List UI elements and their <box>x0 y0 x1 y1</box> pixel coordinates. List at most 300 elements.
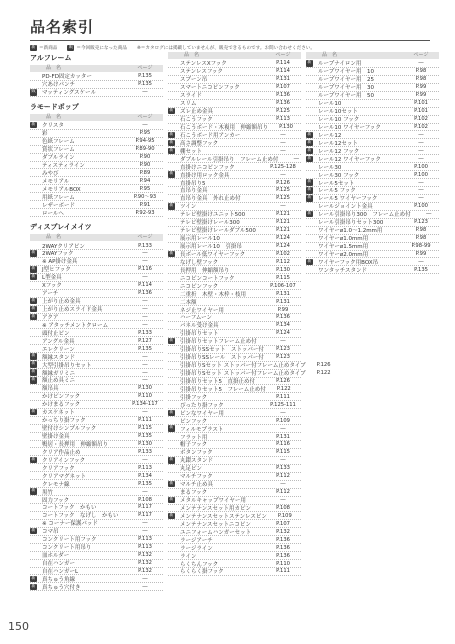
index-columns <box>30 52 440 591</box>
item-name: 展示用レール10 <box>180 236 220 243</box>
item-page: P.111 <box>276 393 290 400</box>
new-badge-icon: 新 <box>31 250 36 256</box>
item-page: P.94-95 <box>135 138 155 145</box>
item-page: P.125-128 <box>270 163 296 170</box>
item-name: 自在ハンガー <box>42 561 76 568</box>
badge-slot <box>306 156 318 162</box>
item-name: 自在ハンガーL <box>42 568 79 575</box>
badge-slot <box>30 250 42 256</box>
item-page: P.98 <box>415 68 427 75</box>
item-page: P.109 <box>276 417 290 424</box>
item-page: ― <box>418 155 424 162</box>
item-page: P.131 <box>276 298 290 305</box>
index-row <box>306 266 439 274</box>
new-badge-icon: 新 <box>169 147 174 153</box>
badge-slot <box>306 179 318 185</box>
badge-slot <box>168 251 180 257</box>
badge-slot <box>168 425 180 431</box>
item-name: 固力フック <box>42 497 70 504</box>
new-badge-icon: 新 <box>169 139 174 145</box>
badge-slot <box>168 140 180 146</box>
item-name: 長ボール低ワイヤーフック <box>180 251 246 258</box>
item-name: 引掛吊りSSレール ストッパー付 <box>180 355 264 362</box>
badge-slot <box>30 353 42 359</box>
item-name: メタルキャップワイヤー用 <box>180 498 246 505</box>
item-name: コートフック かもい <box>42 505 97 512</box>
item-page: P.99 <box>415 84 427 91</box>
badge-slot <box>30 298 42 304</box>
new-badge-icon: 新 <box>169 131 174 137</box>
new-badge-icon: 新 <box>31 369 36 375</box>
item-page: P.133 <box>138 242 152 249</box>
item-page: P.133 <box>276 465 290 472</box>
item-page: P.133 <box>138 448 152 455</box>
item-page: P.101 <box>414 108 428 115</box>
new-badge-icon: 新 <box>169 457 174 463</box>
item-name: アクア <box>42 314 59 321</box>
new-badge-icon: 新 <box>31 122 36 128</box>
new-badge-icon: 新 <box>31 377 36 383</box>
item-name: ズレ止め金具 <box>180 109 214 116</box>
header-page: ページ <box>137 113 153 120</box>
section-gap <box>30 97 163 101</box>
new-badge-icon: 新 <box>307 147 312 153</box>
item-name: スリム <box>180 101 197 108</box>
item-name: 二本額 <box>180 299 197 306</box>
new-badge-icon: 新 <box>307 131 312 137</box>
item-name: レール5セット <box>318 180 355 187</box>
new-badge-icon: 新 <box>169 203 174 209</box>
item-name: スマートニコピンフック <box>180 85 240 92</box>
new-badge-icon: 新 <box>307 187 312 193</box>
item-name: ロールヘ <box>42 210 64 217</box>
item-name: スプーン吊 <box>180 77 208 84</box>
item-name: クリアインフック <box>42 457 86 464</box>
item-page: ― <box>142 409 148 416</box>
item-page: P.108 <box>138 496 152 503</box>
item-page: P.121 <box>276 219 290 226</box>
table-header <box>168 52 301 59</box>
item-name: コマ吊 <box>42 529 59 536</box>
badge-slot <box>306 140 318 146</box>
item-page: P.126 <box>276 179 290 186</box>
item-page: P.134 <box>276 322 290 329</box>
new-badge-icon: 新 <box>169 496 174 502</box>
header-name: 品 名 <box>184 52 200 58</box>
item-page: P.110 <box>276 560 290 567</box>
badge-slot <box>30 89 42 95</box>
item-page: P.136 <box>276 536 290 543</box>
item-page: P.113 <box>138 464 152 471</box>
table-header <box>306 52 439 59</box>
item-page: P.99 <box>415 92 427 99</box>
item-name: ループワイヤー用 10 <box>318 69 375 76</box>
item-name: 引掛吊りセットフレーム止め付 <box>180 339 257 346</box>
index-row <box>30 209 163 217</box>
page-header <box>30 16 430 51</box>
item-page: P.122 <box>316 370 331 377</box>
item-page: P.136 <box>276 552 290 559</box>
item-name: ラージアーチ <box>180 537 213 544</box>
item-name: 引掛吊りセット5 直掛止め付 <box>180 378 256 385</box>
new-badge-icon: 新 <box>169 480 174 486</box>
badge-slot <box>30 488 42 494</box>
badge-slot <box>30 361 42 367</box>
item-page: P.135 <box>138 345 152 352</box>
item-name: ステンレスフック <box>180 69 223 76</box>
item-page: ― <box>280 147 286 154</box>
item-page: ― <box>142 377 148 384</box>
item-name: レール12 ワイヤーフック <box>318 156 381 163</box>
new-badge-icon: 新 <box>169 425 174 431</box>
new-badge-icon: 新 <box>31 456 36 462</box>
item-name: スライド <box>180 93 202 100</box>
index-row <box>30 583 163 591</box>
item-name: ニコピンコートフック <box>180 275 235 282</box>
item-name: 賞状フレーム <box>42 147 75 154</box>
badge-slot <box>30 409 42 415</box>
item-page: ― <box>142 528 148 535</box>
item-page: P.135 <box>138 81 152 88</box>
legend-sale-text: ＝今回販売になった商品 <box>76 46 127 52</box>
item-page: P.136 <box>276 92 290 99</box>
item-page: ― <box>142 369 148 376</box>
item-name: ※ アタッチメントクローム <box>42 322 109 329</box>
item-page: P.132 <box>276 528 290 535</box>
item-name: みやび <box>42 170 59 177</box>
item-page: P.115 <box>138 425 152 432</box>
item-page: ― <box>142 353 148 360</box>
item-page: P.102 <box>276 250 290 257</box>
item-name: レール10 <box>318 101 342 108</box>
item-page: ― <box>280 338 286 345</box>
item-name: ループワイヤー用 25 <box>318 77 375 84</box>
item-page: P.125-111 <box>270 401 296 408</box>
item-name: ループワイヤー用 30 <box>318 85 375 92</box>
item-page: ― <box>418 258 424 265</box>
table-header <box>30 114 163 121</box>
item-name: テレビ壁掛けユニット500 <box>180 212 246 219</box>
item-page: P.116 <box>276 441 290 448</box>
item-name: エレクリーン <box>42 346 75 353</box>
item-page: ― <box>280 131 286 138</box>
item-name: ※ コーナー保護パッド <box>42 521 98 528</box>
item-name: アングル金具 <box>42 338 75 345</box>
item-page: P.122 <box>276 385 291 392</box>
badge-slot <box>30 266 42 272</box>
item-page: P.121 <box>276 211 290 218</box>
item-page: P.117 <box>138 512 152 519</box>
item-name: クリスタ <box>42 123 64 130</box>
item-name: 石こうフック <box>180 117 213 124</box>
item-page: P.106-107 <box>270 282 296 289</box>
item-name: ボタンフック <box>180 450 213 457</box>
item-page: P.99 <box>415 250 427 257</box>
item-name: かっちり掛フック <box>42 418 86 425</box>
badge-slot <box>30 306 42 312</box>
item-page: P.135 <box>138 73 152 80</box>
badge-slot <box>168 148 180 154</box>
item-name: ワイヤーø1.0mm用 <box>318 236 369 243</box>
item-name: 直吊り金具 <box>180 188 208 195</box>
table-header <box>30 234 163 241</box>
item-name: レール12セット <box>318 140 358 147</box>
item-name: 上がり止めスライド金具 <box>42 307 103 314</box>
item-page: P.132 <box>138 560 152 567</box>
item-name: 額吊具 <box>42 386 59 393</box>
item-page: ― <box>142 122 148 129</box>
item-page: ― <box>426 211 432 218</box>
item-page: P.115 <box>276 449 290 456</box>
item-page: P.114 <box>276 68 290 75</box>
badge-slot <box>30 584 42 590</box>
item-name: 直掛けニコピンフック <box>180 164 235 171</box>
item-page: ― <box>142 313 148 320</box>
new-badge-icon: 新 <box>31 305 36 311</box>
item-page: P.95 <box>139 130 151 137</box>
item-page: P.109 <box>277 512 292 519</box>
item-name: ピンなワイヤー用 <box>180 410 224 417</box>
item-page: P.108 <box>276 504 290 511</box>
item-page: ― <box>142 321 148 328</box>
header-name: 品 名 <box>46 65 62 71</box>
item-name: 額縁スタンド <box>42 354 76 361</box>
new-badge-icon: 新 <box>31 575 36 581</box>
item-page: P.132 <box>138 552 152 559</box>
item-name: 引掛吊りセット <box>180 331 219 338</box>
item-page: P.99 <box>277 306 289 313</box>
badge-slot <box>168 338 180 344</box>
item-name: 引掛フック <box>180 394 208 401</box>
item-name: J型ヒフック <box>42 267 71 274</box>
header-page: ページ <box>137 65 153 71</box>
item-name: クリアフック <box>42 465 75 472</box>
item-page: P.102 <box>414 123 428 130</box>
item-page: P.116 <box>138 266 152 273</box>
new-badge-icon: 新 <box>31 488 36 494</box>
new-badge-icon: 新 <box>307 258 312 264</box>
item-name: ワイヤーフック用BOX吊 <box>318 259 379 266</box>
item-page: P.100 <box>414 203 428 210</box>
item-name: 壁付けシンプルフック <box>42 426 97 433</box>
legend-sale <box>67 45 127 51</box>
item-name: ツイン <box>180 204 197 211</box>
item-page: P.124 <box>276 235 290 242</box>
item-name: コートフック なげし かもい <box>42 513 119 520</box>
item-name: 上がり止め金具 <box>42 299 81 306</box>
sale-badge-icon: 販 <box>68 45 74 50</box>
item-name: ライン <box>180 553 197 560</box>
badge-slot <box>30 369 42 375</box>
item-name: ハーフムーン <box>180 315 212 322</box>
item-name: メモリアルBOX <box>42 186 81 193</box>
item-page: P.113 <box>276 116 290 123</box>
item-name: クリア作品止め <box>42 449 81 456</box>
item-name: マルチ止め具 <box>180 482 214 489</box>
item-page: P.133 <box>138 329 152 336</box>
new-badge-icon: 新 <box>307 60 312 66</box>
item-page: P.134-117 <box>132 401 158 408</box>
index-column-3 <box>306 52 439 591</box>
item-page: ― <box>142 488 148 495</box>
item-name: らくらく掛フック <box>180 569 224 576</box>
item-name: 高さ調整フック <box>180 140 219 147</box>
item-page: P.113 <box>138 544 152 551</box>
header-page: ページ <box>413 52 429 58</box>
item-page: P.98 <box>415 76 427 83</box>
item-page: P.130 <box>276 266 290 273</box>
new-badge-icon: 新 <box>31 583 36 589</box>
item-name: レール5 フック <box>318 188 356 195</box>
item-name: 直吊り金具 外れ止め付 <box>180 196 241 203</box>
item-page: ― <box>142 575 148 582</box>
page-title: 品名索引 <box>30 16 430 41</box>
item-page: P.121 <box>276 227 290 234</box>
item-name: ループワイヤー用 50 <box>318 93 375 100</box>
item-page: P.131 <box>276 290 290 297</box>
item-name: マルチフック <box>180 474 213 481</box>
badge-slot <box>306 211 318 217</box>
new-badge-icon: 新 <box>307 139 312 145</box>
item-name: クリアマグネット <box>42 473 86 480</box>
item-page: P.94 <box>139 177 151 184</box>
item-name: 引掛吊りSセット ストッパー付フレーム止めタイプ <box>180 371 306 378</box>
item-name: レール12 <box>318 132 342 139</box>
new-badge-icon: 新 <box>31 361 36 367</box>
item-page: P.112 <box>276 258 290 265</box>
item-name: ワイヤーø1.0〜1.2mm用 <box>318 228 383 235</box>
badge-slot <box>30 457 42 463</box>
new-badge-icon: 新 <box>31 409 36 415</box>
item-name: Xフック <box>42 283 62 290</box>
section-title: アルフレーム <box>30 54 72 62</box>
item-page: P.107 <box>276 84 290 91</box>
new-badge-icon: 新 <box>31 297 36 303</box>
badge-slot <box>30 576 42 582</box>
badge-slot <box>168 203 180 209</box>
item-page: P.125 <box>276 187 290 194</box>
item-name: ピンフック <box>180 418 208 425</box>
item-name: 棚セット <box>180 148 203 155</box>
item-name: 帽子フック <box>180 442 208 449</box>
item-page: P.112 <box>276 473 290 480</box>
item-page: ― <box>142 520 148 527</box>
item-page: P.131 <box>276 76 290 83</box>
item-page: P.100 <box>414 171 428 178</box>
item-page: ― <box>418 131 424 138</box>
item-name: 直掛け用ロック金具 <box>180 172 230 179</box>
item-page: P.111 <box>276 568 290 575</box>
item-name: 長押用 伸縮額吊り <box>180 267 230 274</box>
item-name: 黒竹 <box>42 489 54 496</box>
item-name: ニコピンフック <box>180 283 219 290</box>
item-name: レール10 フック <box>318 117 360 124</box>
new-badge-icon: 新 <box>31 353 36 359</box>
item-page: ― <box>142 306 148 313</box>
item-name: レール30 <box>318 164 342 171</box>
item-page: ― <box>280 139 286 146</box>
item-page: P.111 <box>138 417 152 424</box>
legend-new <box>30 45 57 51</box>
item-page: P.136 <box>138 290 152 297</box>
badge-slot <box>168 171 180 177</box>
item-page: ― <box>142 250 148 257</box>
new-badge-icon: 新 <box>307 179 312 185</box>
item-page: ― <box>142 89 148 96</box>
item-name: ぴったり掛フック <box>180 402 224 409</box>
index-row <box>168 568 301 576</box>
item-name: 額縁ガリミニ <box>42 370 76 377</box>
item-name: 真ちゅう角線 <box>42 576 76 583</box>
item-page: P.113 <box>138 536 152 543</box>
new-badge-icon: 新 <box>169 250 174 256</box>
new-badge-icon: 新 <box>31 266 36 272</box>
item-name: 二重折 木壁・木枠・枝用 <box>180 291 247 298</box>
header-name: 品 名 <box>46 113 62 120</box>
item-page: ― <box>142 361 148 368</box>
item-page: P.134 <box>138 472 152 479</box>
item-name: 石こうボード用アンカー <box>180 132 241 139</box>
item-name: 用紙フレーム <box>42 194 75 201</box>
item-page: ― <box>142 456 148 463</box>
item-page: ― <box>418 60 424 67</box>
new-badge-icon: 新 <box>307 195 312 201</box>
item-page: ― <box>418 195 424 202</box>
item-name: コンクリート用吊り <box>42 545 92 552</box>
item-name: マッティングスケール <box>42 90 97 97</box>
item-page: P.89-90 <box>135 146 155 153</box>
item-name: 2WAYクリアピン <box>42 243 85 250</box>
item-page: ― <box>280 425 286 432</box>
badge-slot <box>168 457 180 463</box>
item-page: P.125 <box>276 195 290 202</box>
badge-slot <box>168 481 180 487</box>
item-name: 額止め具ミニ <box>42 378 76 385</box>
legend-note: ※＝カタログには掲載していませんが、販売できるものです。お問い合わせください。 <box>136 46 315 52</box>
badge-slot <box>30 314 42 320</box>
item-name: メモリアル <box>42 178 70 185</box>
item-page: P.101 <box>414 100 428 107</box>
item-name: ステンレスXフック <box>180 61 227 68</box>
item-page: ― <box>280 497 286 504</box>
item-name: 彩 <box>42 131 48 138</box>
item-name: 直掛吊り5 <box>180 180 206 187</box>
item-name: アーチ <box>42 291 59 298</box>
item-page: P.110 <box>138 393 152 400</box>
new-badge-icon: 新 <box>169 512 174 518</box>
item-page: ― <box>418 147 424 154</box>
legend-new-text: ＝新商品 <box>39 46 58 52</box>
item-page: P.95 <box>139 185 151 192</box>
section-title: ディスプレイメイツ <box>30 223 92 232</box>
item-name: 引掛吊りSセット ストッパー付フレーム止めタイプ <box>180 363 306 370</box>
badge-slot <box>30 274 42 280</box>
badge-slot <box>168 410 180 416</box>
item-page: ― <box>280 409 286 416</box>
item-page: P.130 <box>138 385 152 392</box>
item-name: メンテナンスセットステンレスピン <box>180 513 267 520</box>
item-page: P.98 <box>415 235 427 242</box>
item-page: P.136 <box>276 100 290 107</box>
item-page: ― <box>280 171 286 178</box>
item-name: ワイヤーø2.0mm用 <box>318 251 369 258</box>
item-name: レザーボード <box>42 202 76 209</box>
item-page: P.98-99 <box>411 243 431 250</box>
section-gap <box>30 217 163 221</box>
item-name: ダブルレール引掛吊り フレーム止め付 <box>180 156 279 163</box>
item-name: パネル受け金具 <box>180 323 219 330</box>
item-name: ネジ止ワイヤー用 <box>180 307 224 314</box>
